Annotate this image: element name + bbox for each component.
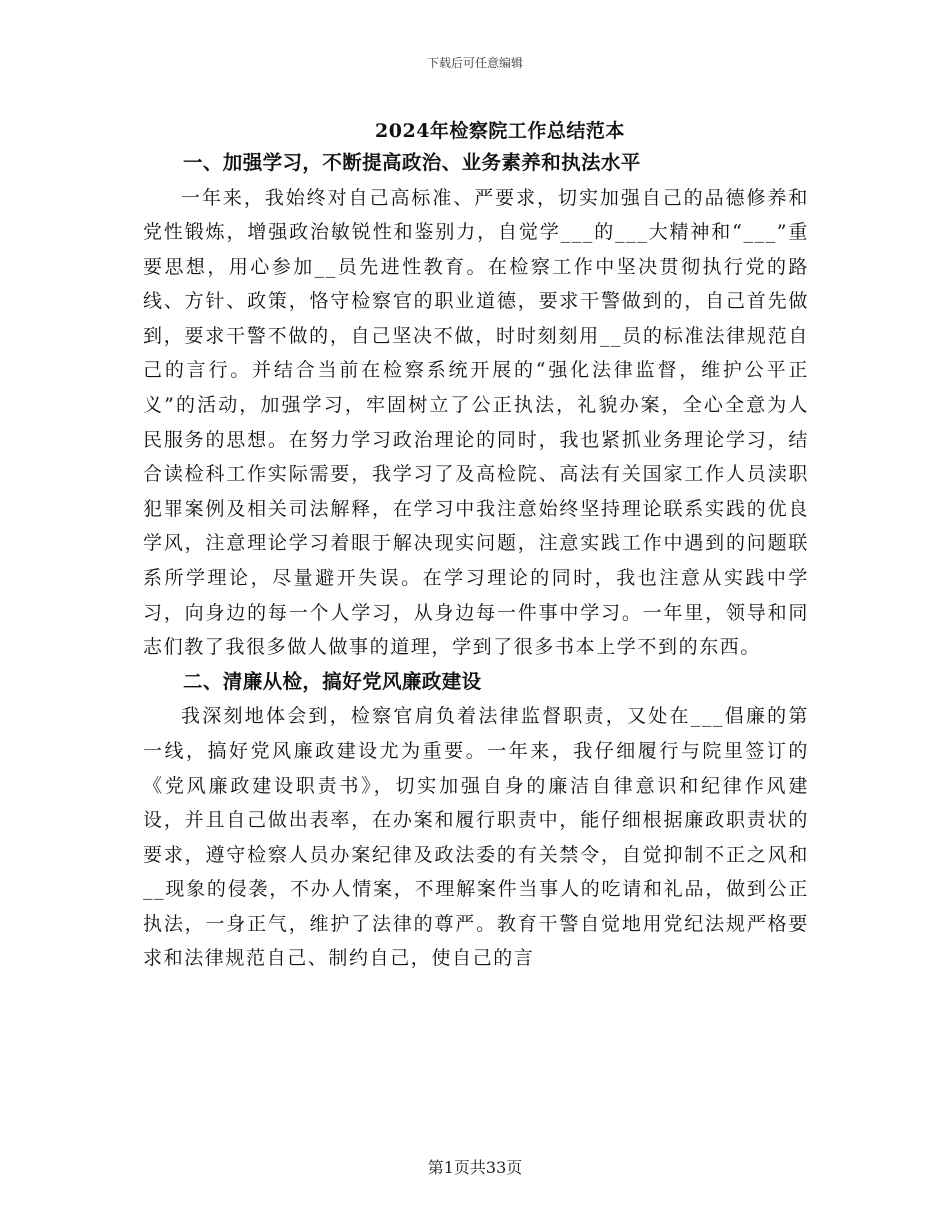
section-paragraph-2: 我深刻地体会到，检察官肩负着法律监督职责，又处在___倡廉的第一线，搞好党风廉政建设尤为重要。一年来，我仔细履行与院里签订的《党风廉政建设职责书》，切实加强自身的廉洁自律意识和纪律作风建设，并且自己做出表率，在办案和履行职责中，能仔细根据廉政职责状的要求，遵守检察人员办案纪律及政法委的有关禁令，自觉抑制不正之风和__现象的侵袭，不办人情案，不理解案件当事人的吃请和礼品，做到公正执法，一身正气，维护了法律的尊严。教育干警自觉地用党纪法规严格要求和法律规范自己、制约自己，使自己的言 (143, 705, 809, 970)
section-heading-2: 二、清廉从检，搞好党风廉政建设 (183, 669, 482, 693)
document-body (143, 146, 809, 976)
document-title: 2024年检察院工作总结范本 (375, 120, 625, 142)
header-note: 下载后可任意编辑 (426, 56, 523, 70)
section-heading-1: 一、加强学习，不断提高政治、业务素养和执法水平 (183, 151, 641, 174)
page-number-footer: 第1页共33页 (427, 1158, 523, 1177)
section-paragraph-1: 一年来，我始终对自己高标准、严要求，切实加强自己的品德修养和党性锻炼，增强政治敏锐性和鉴别力，自觉学___的___大精神和“___”重要思想，用心参加__员先进性教育。在检察工作中坚决贯彻执行党的路线、方针、政策，恪守检察官的职业道德，要求干警做到的，自己首先做到，要求干警不做的，自己坚决不做，时时刻刻用__员的标准法律规范自己的言行。并结合当前在检察系统开展的“强化法律监督，维护公平正义”的活动，加强学习，牢固树立了公正执法，礼貌办案，全心全意为人民服务的思想。在努力学习政治理论的同时，我也紧抓业务理论学习，结合读检科工作实际需要，我学习了及高检院、高法有关国家工作人员渎职犯罪案例及相关司法解释，在学习中我注意始终坚持理论联系实践的优良学风，注意理论学习着眼于解决现实问题，注意实践工作中遇到的问题联系所学理论，尽量避开失误。在学习理论的同时，我也注意从实践中学习，向身边的每一个人学习，从身边每一件事中学习。一年里，领导和同志们教了我很多做人做事的道理，学到了很多书本上学不到的东西。 (143, 186, 809, 659)
